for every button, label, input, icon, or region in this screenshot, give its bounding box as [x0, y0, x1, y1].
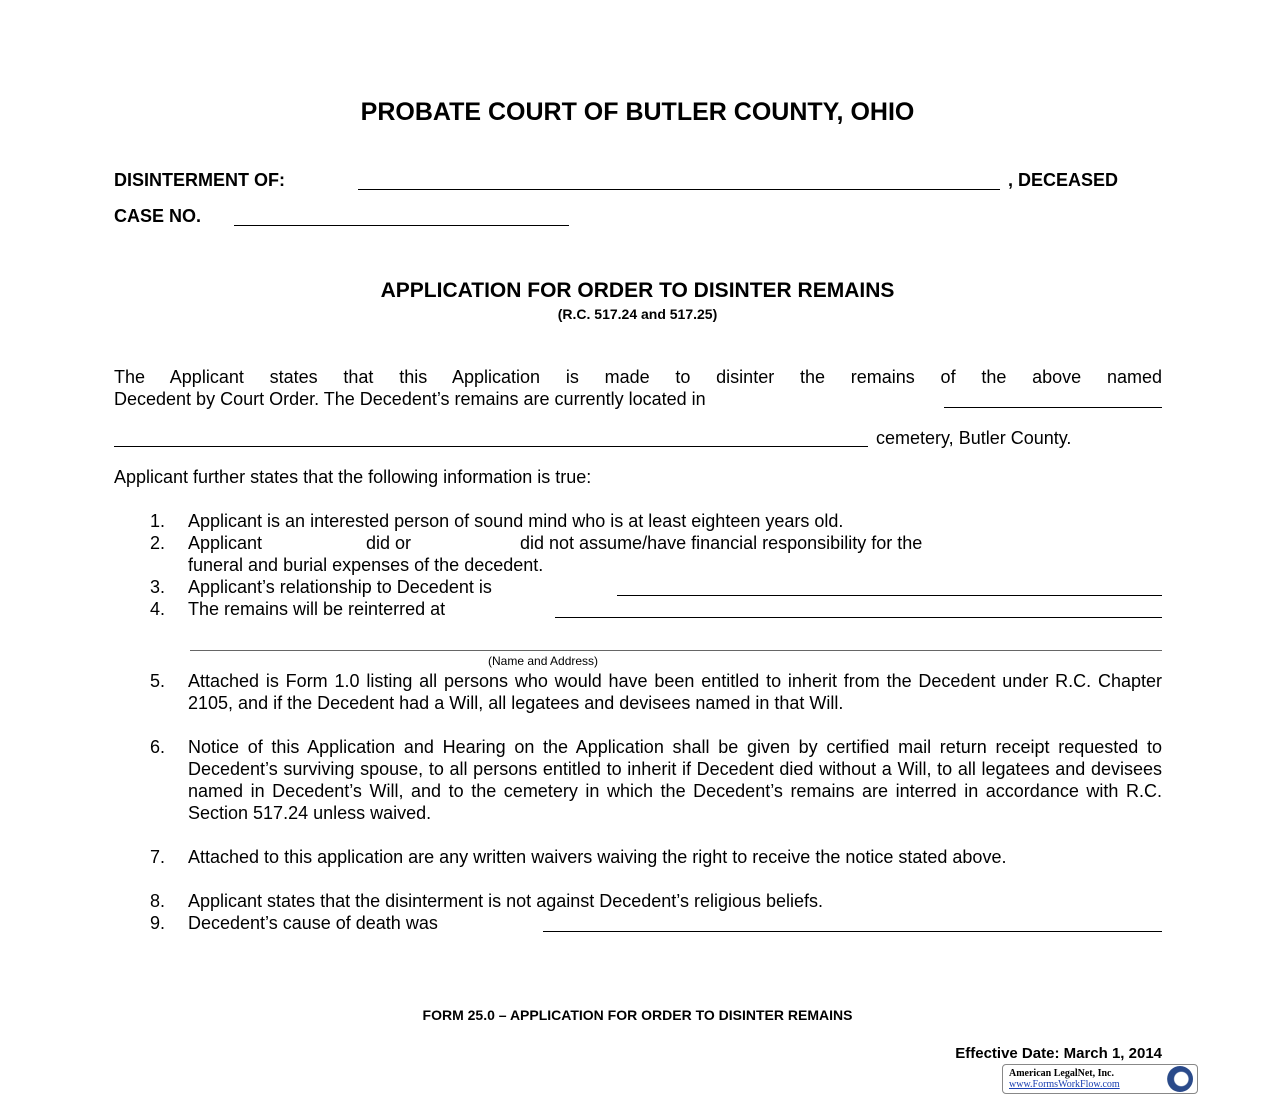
- name-address-field[interactable]: [190, 630, 1162, 651]
- intro-line-2: Decedent by Court Order. The Decedent’s remains are currently located in: [114, 389, 706, 409]
- item-text: The remains will be reinterred at: [188, 599, 446, 619]
- decedent-name-field[interactable]: [358, 169, 1000, 190]
- globe-icon: [1167, 1066, 1193, 1092]
- item-text: Applicant: [188, 533, 263, 553]
- case-number-field[interactable]: [234, 205, 569, 226]
- name-address-caption: (Name and Address): [488, 654, 599, 668]
- item-number: 5.: [150, 671, 166, 691]
- item-number: 7.: [150, 847, 166, 867]
- statute-reference: (R.C. 517.24 and 517.25): [557, 306, 718, 322]
- item-text: Applicant’s relationship to Decedent is: [188, 577, 492, 597]
- case-no-label: CASE NO.: [114, 206, 202, 226]
- list-item-8: [150, 890, 1162, 912]
- item-number: 4.: [150, 599, 166, 619]
- option-did[interactable]: did or: [366, 533, 412, 553]
- cause-of-death-field[interactable]: [543, 911, 1162, 932]
- item-text: Applicant states that the disinterment is not against Decedent’s religious beliefs.: [188, 891, 824, 911]
- form-footer-name: FORM 25.0 – APPLICATION FOR ORDER TO DISINTER REMAINS: [422, 1007, 853, 1023]
- vendor-logo[interactable]: [1002, 1064, 1198, 1094]
- logo-company: American LegalNet, Inc.: [1009, 1068, 1114, 1079]
- form-title: APPLICATION FOR ORDER TO DISINTER REMAINS: [380, 279, 895, 302]
- item-number: 6.: [150, 737, 166, 757]
- intro-line-1: The Applicant states that this Application is made to disinter the remains of the above named: [114, 367, 1162, 387]
- reinterment-place-field[interactable]: [555, 597, 1162, 618]
- relationship-field[interactable]: [617, 575, 1162, 596]
- current-location-field[interactable]: [944, 387, 1162, 408]
- effective-date: Effective Date: March 1, 2014: [955, 1045, 1162, 1062]
- item-number: 8.: [150, 891, 166, 911]
- cemetery-name-field[interactable]: [114, 426, 868, 447]
- item-text: Decedent’s cause of death was: [188, 913, 438, 933]
- cemetery-suffix: cemetery, Butler County.: [876, 428, 1072, 448]
- logo-link[interactable]: www.FormsWorkFlow.com: [1009, 1079, 1120, 1090]
- item-text: Notice of this Application and Hearing on the Application shall be given by certified mail return receipt requested to Decedent’s surviving spouse, to all persons entitled to inherit if Decedent died without a Will, to all legatees and devisees named in Decedent’s Will, and to the cemetery in which the Decedent’s remains are interred in accordance with R.C. Section 517.24 unless waived.: [188, 737, 1162, 823]
- item-text-continued: funeral and burial expenses of the decedent.: [188, 555, 544, 575]
- disinterment-label: DISINTERMENT OF:: [114, 170, 285, 190]
- item-number: 1.: [150, 511, 166, 531]
- item-text: Applicant is an interested person of sound mind who is at least eighteen years old.: [188, 511, 844, 531]
- item-number: 9.: [150, 913, 166, 933]
- item-number: 3.: [150, 577, 166, 597]
- option-did-not[interactable]: did not assume/have financial responsibility for the: [520, 533, 923, 553]
- item-text: Attached to this application are any written waivers waiving the right to receive the notice stated above.: [188, 847, 1007, 867]
- list-item-7: [150, 846, 1162, 868]
- list-item-1: [150, 510, 1162, 532]
- list-item-5: [150, 670, 1162, 714]
- further-states: Applicant further states that the following information is true:: [114, 467, 592, 487]
- deceased-label: , DECEASED: [1008, 170, 1119, 190]
- item-number: 2.: [150, 533, 166, 553]
- item-text: Attached is Form 1.0 listing all persons who would have been entitled to inherit from the Decedent under R.C. Chapter 2105, and if the Decedent had a Will, all legatees and devisees named in that Will.: [188, 671, 1162, 713]
- court-title: PROBATE COURT OF BUTLER COUNTY, OHIO: [360, 98, 915, 126]
- list-item-6: [150, 736, 1162, 824]
